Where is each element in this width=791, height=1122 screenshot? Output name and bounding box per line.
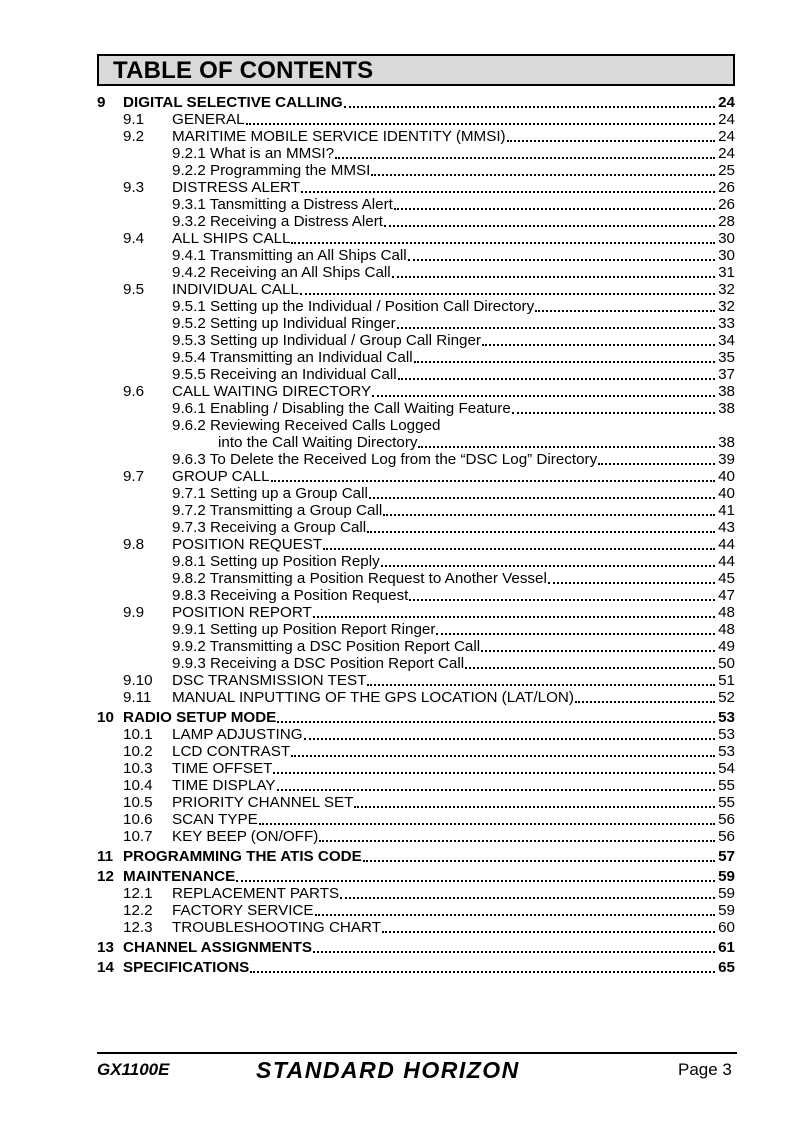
toc-leader-dots xyxy=(397,327,715,329)
toc-leader-dots xyxy=(340,897,715,899)
toc-page-number: 33 xyxy=(718,315,735,332)
toc-entry-row xyxy=(123,794,735,811)
toc-entry-text: 9.5.3 Setting up Individual / Group Call Ringer xyxy=(172,332,481,349)
toc-entry-row xyxy=(172,400,735,417)
toc-entry-row xyxy=(172,264,735,281)
toc-leader-dots xyxy=(354,806,715,808)
toc-entry-row xyxy=(123,726,735,743)
toc-page-number: 50 xyxy=(718,655,735,672)
toc-page-number: 41 xyxy=(718,502,735,519)
footer-page-number: Page 3 xyxy=(678,1060,732,1079)
toc-entry-row xyxy=(172,570,735,587)
toc-entry-number: 11 xyxy=(97,848,114,865)
toc-page-number: 26 xyxy=(718,196,735,213)
toc-page-number: 49 xyxy=(718,638,735,655)
toc-entry-row xyxy=(123,179,735,196)
toc-leader-dots xyxy=(409,599,715,601)
toc-chapter-row xyxy=(97,94,735,111)
toc-page-number: 24 xyxy=(718,145,735,162)
toc-entry-text: KEY BEEP (ON/OFF) xyxy=(172,828,319,845)
toc-chapter-row xyxy=(97,868,735,885)
toc-entry-number: 12.3 xyxy=(123,919,153,936)
toc-entry-text: 9.2.1 What is an MMSI? xyxy=(172,145,335,162)
toc-entry-number: 9.4 xyxy=(123,230,145,247)
toc-entry-number: 10.2 xyxy=(123,743,153,760)
toc-leader-dots xyxy=(291,242,715,244)
toc-chapter-row xyxy=(97,848,735,865)
toc-leader-dots xyxy=(414,361,715,363)
toc-entry-row xyxy=(123,689,735,706)
toc-entry-number: 12.1 xyxy=(123,885,153,902)
toc-page-number: 53 xyxy=(718,726,735,743)
toc-entry-row xyxy=(123,672,735,689)
toc-entry-text: TIME DISPLAY xyxy=(172,777,276,794)
toc-page-number: 37 xyxy=(718,366,735,383)
toc-leader-dots xyxy=(300,293,715,295)
toc-page-number: 35 xyxy=(718,349,735,366)
toc-entry-text: 9.4.2 Receiving an All Ships Call xyxy=(172,264,391,281)
toc-entry-row xyxy=(123,811,735,828)
toc-entry-text: GENERAL xyxy=(172,111,245,128)
toc-leader-dots xyxy=(259,823,715,825)
toc-page-number: 59 xyxy=(718,902,735,919)
toc-entry-text: MANUAL INPUTTING OF THE GPS LOCATION (LAT/LON) xyxy=(172,689,574,706)
toc-entry-number: 10 xyxy=(97,709,114,726)
toc-entry-number: 10.1 xyxy=(123,726,153,743)
toc-entry-number: 9 xyxy=(97,94,106,111)
toc-page-number: 55 xyxy=(718,777,735,794)
toc-entry-number: 9.3 xyxy=(123,179,145,196)
toc-entry-number: 12.2 xyxy=(123,902,153,919)
toc-leader-dots xyxy=(382,931,715,933)
toc-entry-row xyxy=(172,196,735,213)
toc-leader-dots xyxy=(271,480,715,482)
toc-leader-dots xyxy=(372,395,715,397)
toc-page-number: 38 xyxy=(718,400,735,417)
toc-leader-dots xyxy=(304,738,716,740)
toc-entry-text: MAINTENANCE xyxy=(123,868,236,885)
toc-leader-dots xyxy=(301,191,715,193)
toc-entry-row xyxy=(123,885,735,902)
toc-leader-dots xyxy=(319,840,715,842)
toc-entry-number: 9.6 xyxy=(123,383,145,400)
toc-entry-text: TIME OFFSET xyxy=(172,760,273,777)
toc-entry-text: 9.6.3 To Delete the Received Log from the “DSC Log” Directory xyxy=(172,451,598,468)
toc-entry-text: 9.3.2 Receiving a Distress Alert xyxy=(172,213,384,230)
toc-leader-dots xyxy=(344,106,715,108)
footer-model: GX1100E xyxy=(97,1060,170,1079)
toc-entry-number: 9.9 xyxy=(123,604,145,621)
toc-page-number: 47 xyxy=(718,587,735,604)
toc-entry-row xyxy=(123,230,735,247)
toc-entry-text: 9.7.1 Setting up a Group Call xyxy=(172,485,368,502)
toc-entry-number: 9.8 xyxy=(123,536,145,553)
toc-page-number: 24 xyxy=(718,128,735,145)
toc-entry-text: DISTRESS ALERT xyxy=(172,179,301,196)
toc-leader-dots xyxy=(277,789,716,791)
toc-entry-text: REPLACEMENT PARTS xyxy=(172,885,340,902)
toc-entry-text: RADIO SETUP MODE xyxy=(123,709,277,726)
toc-entry-text: POSITION REQUEST xyxy=(172,536,323,553)
toc-entry-row xyxy=(172,621,735,638)
toc-page-number: 40 xyxy=(718,485,735,502)
toc-entry-row xyxy=(172,417,735,434)
toc-leader-dots xyxy=(273,772,715,774)
toc-entry-text: FACTORY SERVICE xyxy=(172,902,314,919)
toc-entry-text: LCD CONTRAST xyxy=(172,743,291,760)
toc-entry-row xyxy=(172,162,735,179)
toc-entry-row xyxy=(172,213,735,230)
toc-entry-text: 9.9.1 Setting up Position Report Ringer xyxy=(172,621,436,638)
toc-page-number: 48 xyxy=(718,621,735,638)
toc-entry-row xyxy=(123,902,735,919)
toc-page-number: 53 xyxy=(718,709,735,726)
toc-page-number: 40 xyxy=(718,468,735,485)
toc-entry-row xyxy=(123,760,735,777)
toc-leader-dots xyxy=(371,174,715,176)
toc-leader-dots xyxy=(535,310,715,312)
toc-chapter-row xyxy=(97,959,735,976)
toc-entry-row xyxy=(172,502,735,519)
toc-entry-number: 10.6 xyxy=(123,811,153,828)
toc-chapter-row xyxy=(97,939,735,956)
toc-entry-row xyxy=(123,777,735,794)
toc-leader-dots xyxy=(507,140,715,142)
toc-page-number: 56 xyxy=(718,811,735,828)
toc-leader-dots xyxy=(323,548,715,550)
toc-leader-dots xyxy=(369,497,715,499)
toc-entry-row xyxy=(123,828,735,845)
toc-entry-row xyxy=(172,247,735,264)
toc-entry-text: 9.5.2 Setting up Individual Ringer xyxy=(172,315,396,332)
toc-page-number: 26 xyxy=(718,179,735,196)
toc-leader-dots xyxy=(482,344,715,346)
toc-entry-row xyxy=(123,604,735,621)
footer-divider xyxy=(97,1052,737,1054)
toc-entry-text: CHANNEL ASSIGNMENTS xyxy=(123,939,313,956)
toc-leader-dots xyxy=(512,412,715,414)
toc-leader-dots xyxy=(363,860,715,862)
toc-entry-text: 9.5.5 Receiving an Individual Call xyxy=(172,366,397,383)
toc-leader-dots xyxy=(291,755,715,757)
toc-leader-dots xyxy=(315,914,716,916)
toc-entry-text: into the Call Waiting Directory xyxy=(218,434,418,451)
toc-page-number: 59 xyxy=(718,885,735,902)
toc-entry-row xyxy=(172,485,735,502)
toc-leader-dots xyxy=(598,463,715,465)
toc-entry-text: TROUBLESHOOTING CHART xyxy=(172,919,381,936)
toc-entry-text: SPECIFICATIONS xyxy=(123,959,250,976)
toc-entry-number: 9.10 xyxy=(123,672,153,689)
toc-page-number: 61 xyxy=(718,939,735,956)
toc-entry-text: 9.5.4 Transmitting an Individual Call xyxy=(172,349,413,366)
toc-entry-number: 9.5 xyxy=(123,281,145,298)
toc-entry-row xyxy=(172,519,735,536)
toc-entry-text: CALL WAITING DIRECTORY xyxy=(172,383,372,400)
toc-leader-dots xyxy=(313,951,715,953)
toc-page-number: 54 xyxy=(718,760,735,777)
toc-entry-row xyxy=(172,451,735,468)
toc-leader-dots xyxy=(548,582,715,584)
toc-entry-text: ALL SHIPS CALL xyxy=(172,230,291,247)
toc-entry-row xyxy=(172,638,735,655)
toc-entry-row xyxy=(172,332,735,349)
toc-entry-row xyxy=(172,366,735,383)
toc-leader-dots xyxy=(313,616,715,618)
toc-entry-text: 9.8.2 Transmitting a Position Request to Another Vessel xyxy=(172,570,547,587)
toc-entry-number: 9.2 xyxy=(123,128,145,145)
toc-entry-row xyxy=(172,298,735,315)
toc-page-number: 30 xyxy=(718,247,735,264)
toc-page-number: 34 xyxy=(718,332,735,349)
toc-entry-text: MARITIME MOBILE SERVICE IDENTITY (MMSI) xyxy=(172,128,506,145)
toc-entry-number: 12 xyxy=(97,868,114,885)
toc-entry-row xyxy=(123,919,735,936)
toc-page-number: 56 xyxy=(718,828,735,845)
toc-page-number: 52 xyxy=(718,689,735,706)
toc-entry-number: 14 xyxy=(97,959,114,976)
toc-leader-dots xyxy=(418,446,715,448)
toc-entry-text: 9.5.1 Setting up the Individual / Position Call Directory xyxy=(172,298,535,315)
toc-entry-text: DIGITAL SELECTIVE CALLING xyxy=(123,94,343,111)
toc-entry-text: GROUP CALL xyxy=(172,468,270,485)
toc-leader-dots xyxy=(408,259,715,261)
toc-entry-text: 9.9.3 Receiving a DSC Position Report Call xyxy=(172,655,465,672)
toc-page-number: 60 xyxy=(718,919,735,936)
toc-page-number: 59 xyxy=(718,868,735,885)
toc-leader-dots xyxy=(392,276,715,278)
page-title: TABLE OF CONTENTS xyxy=(113,57,374,84)
toc-chapter-row xyxy=(97,709,735,726)
toc-entry-text: 9.3.1 Tansmitting a Distress Alert xyxy=(172,196,393,213)
toc-entry-text: SCAN TYPE xyxy=(172,811,258,828)
toc-page-number: 38 xyxy=(718,383,735,400)
toc-entry-text: 9.2.2 Programming the MMSI xyxy=(172,162,371,179)
toc-page-number: 30 xyxy=(718,230,735,247)
toc-entry-row xyxy=(123,383,735,400)
toc-entry-row xyxy=(172,553,735,570)
toc-leader-dots xyxy=(250,971,715,973)
toc-leader-dots xyxy=(394,208,715,210)
toc-entry-text: 9.8.3 Receiving a Position Request xyxy=(172,587,409,604)
toc-leader-dots xyxy=(236,880,715,882)
toc-entry-text: 9.9.2 Transmitting a DSC Position Report Call xyxy=(172,638,481,655)
toc-entry-row xyxy=(172,655,735,672)
toc-entry-number: 10.4 xyxy=(123,777,153,794)
toc-title-box xyxy=(97,54,735,86)
toc-entry-number: 9.7 xyxy=(123,468,145,485)
toc-entry-row xyxy=(123,281,735,298)
toc-entry-text: 9.6.1 Enabling / Disabling the Call Waiting Feature xyxy=(172,400,511,417)
toc-page-number: 48 xyxy=(718,604,735,621)
toc-page-number: 55 xyxy=(718,794,735,811)
toc-entry-row xyxy=(218,434,735,451)
toc-entry-row xyxy=(172,315,735,332)
toc-entry-number: 9.11 xyxy=(123,689,152,706)
toc-leader-dots xyxy=(481,650,715,652)
toc-entry-row xyxy=(123,743,735,760)
toc-leader-dots xyxy=(246,123,716,125)
toc-page-number: 44 xyxy=(718,536,735,553)
toc-page-number: 65 xyxy=(718,959,735,976)
toc-page-number: 32 xyxy=(718,281,735,298)
toc-entry-text: 9.7.3 Receiving a Group Call xyxy=(172,519,367,536)
toc-page-number: 39 xyxy=(718,451,735,468)
toc-leader-dots xyxy=(383,514,715,516)
toc-leader-dots xyxy=(384,225,715,227)
toc-leader-dots xyxy=(367,684,715,686)
toc-page-number: 57 xyxy=(718,848,735,865)
toc-entry-text: DSC TRANSMISSION TEST xyxy=(172,672,367,689)
toc-page-number: 24 xyxy=(718,94,735,111)
toc-entry-text: 9.7.2 Transmitting a Group Call xyxy=(172,502,383,519)
toc-leader-dots xyxy=(335,157,715,159)
toc-entry-number: 9.1 xyxy=(123,111,145,128)
toc-page-number: 45 xyxy=(718,570,735,587)
toc-leader-dots xyxy=(465,667,715,669)
toc-entry-number: 10.5 xyxy=(123,794,153,811)
toc-page-number: 53 xyxy=(718,743,735,760)
toc-entry-row xyxy=(172,349,735,366)
toc-leader-dots xyxy=(436,633,715,635)
toc-page-number: 25 xyxy=(718,162,735,179)
toc-entry-row xyxy=(172,587,735,604)
toc-entry-number: 10.3 xyxy=(123,760,153,777)
toc-page-number: 24 xyxy=(718,111,735,128)
toc-entry-text: PROGRAMMING THE ATIS CODE xyxy=(123,848,362,865)
toc-page-number: 32 xyxy=(718,298,735,315)
toc-entry-text: 9.4.1 Transmitting an All Ships Call xyxy=(172,247,407,264)
toc-entry-text: 9.6.2 Reviewing Received Calls Logged xyxy=(172,417,441,434)
toc-entry-row xyxy=(123,128,735,145)
toc-entry-row xyxy=(123,111,735,128)
toc-entry-text: 9.8.1 Setting up Position Reply xyxy=(172,553,380,570)
toc-leader-dots xyxy=(367,531,715,533)
toc-page-number: 31 xyxy=(718,264,735,281)
toc-entry-text: PRIORITY CHANNEL SET xyxy=(172,794,354,811)
toc-leader-dots xyxy=(381,565,715,567)
toc-leader-dots xyxy=(398,378,716,380)
toc-entry-row xyxy=(123,468,735,485)
toc-entry-row xyxy=(123,536,735,553)
toc-page-number: 28 xyxy=(718,213,735,230)
toc-page-number: 38 xyxy=(718,434,735,451)
toc-entry-text: LAMP ADJUSTING xyxy=(172,726,303,743)
toc-leader-dots xyxy=(277,721,715,723)
toc-entry-number: 10.7 xyxy=(123,828,153,845)
toc-entry-text: INDIVIDUAL CALL xyxy=(172,281,299,298)
toc-page-number: 44 xyxy=(718,553,735,570)
toc-entry-number: 13 xyxy=(97,939,114,956)
toc-entry-row xyxy=(172,145,735,162)
toc-page-number: 43 xyxy=(718,519,735,536)
toc-leader-dots xyxy=(575,701,715,703)
toc-entry-text: POSITION REPORT xyxy=(172,604,312,621)
toc-page-number: 51 xyxy=(718,672,735,689)
footer-brand-logo: STANDARD HORIZON xyxy=(256,1057,520,1083)
